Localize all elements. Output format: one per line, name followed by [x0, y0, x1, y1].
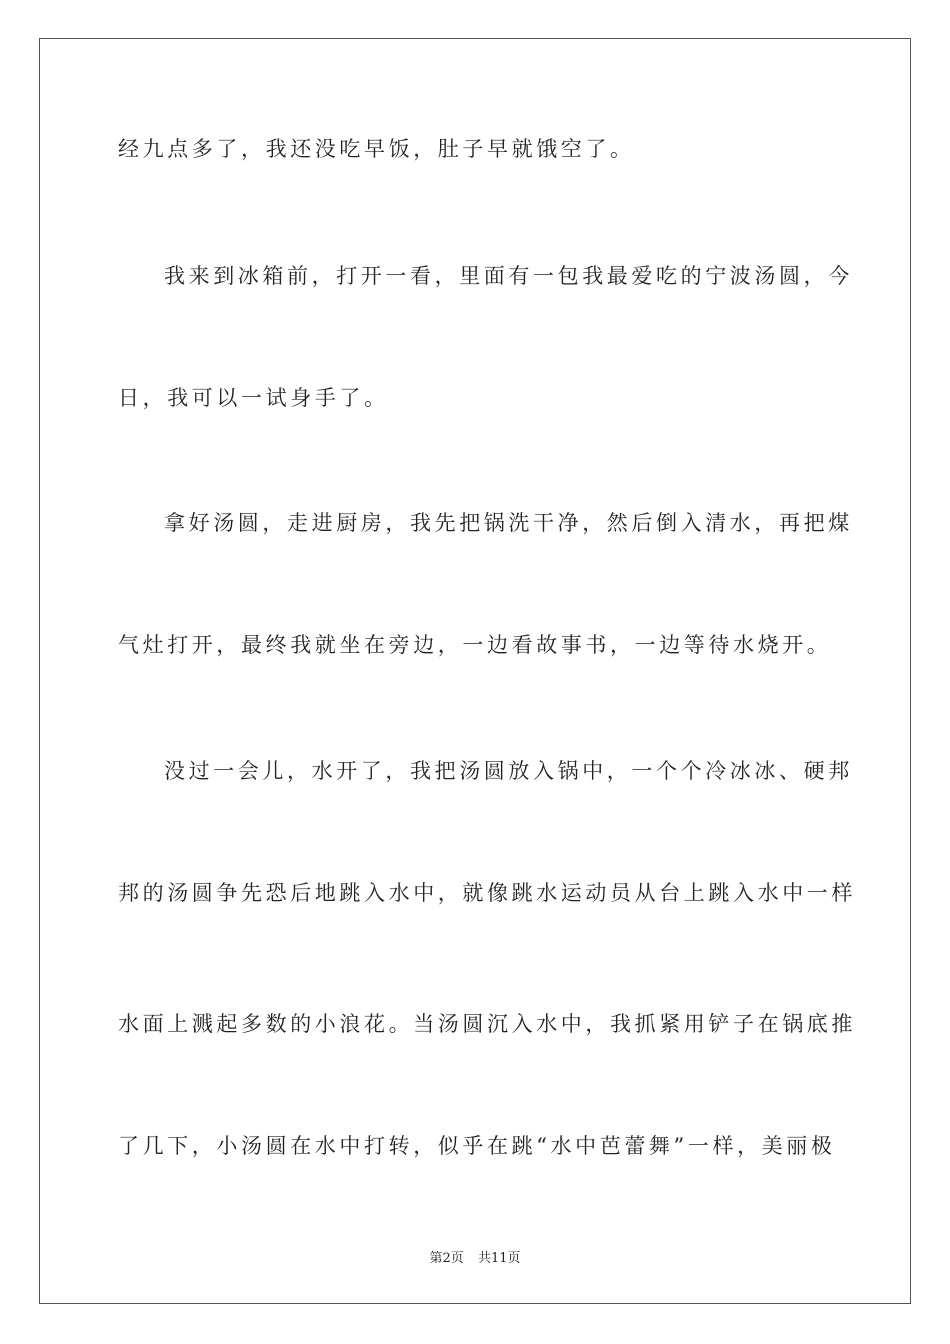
text-line: 了几下，小汤圆在水中打转，似乎在跳“水中芭蕾舞”一样，美丽极 [118, 1134, 836, 1158]
text-line: 气灶打开，最终我就坐在旁边，一边看故事书，一边等待水烧开。 [118, 633, 832, 657]
text-line: 日，我可以一试身手了。 [118, 386, 389, 410]
page-border [39, 38, 911, 1304]
text-line: 经九点多了，我还没吃早饭，肚子早就饿空了。 [118, 137, 635, 161]
paragraph-start-line: 我来到冰箱前，打开一看，里面有一包我最爱吃的宁波汤圆，今 [164, 264, 853, 288]
page-number: 第2页 [429, 1251, 464, 1266]
text-line: 邦的汤圆争先恐后地跳入水中，就像跳水运动员从台上跳入水中一样 [118, 881, 856, 905]
paragraph-start-line: 没过一会儿，水开了，我把汤圆放入锅中，一个个冷冰冰、硬邦 [164, 759, 853, 783]
page-total: 共11页 [477, 1251, 521, 1266]
text-line: 水面上溅起多数的小浪花。当汤圆沉入水中，我抓紧用铲子在锅底推 [118, 1012, 856, 1036]
paragraph-start-line: 拿好汤圆，走进厨房，我先把锅洗干净，然后倒入清水，再把煤 [164, 511, 853, 535]
page-footer [0, 1247, 950, 1266]
